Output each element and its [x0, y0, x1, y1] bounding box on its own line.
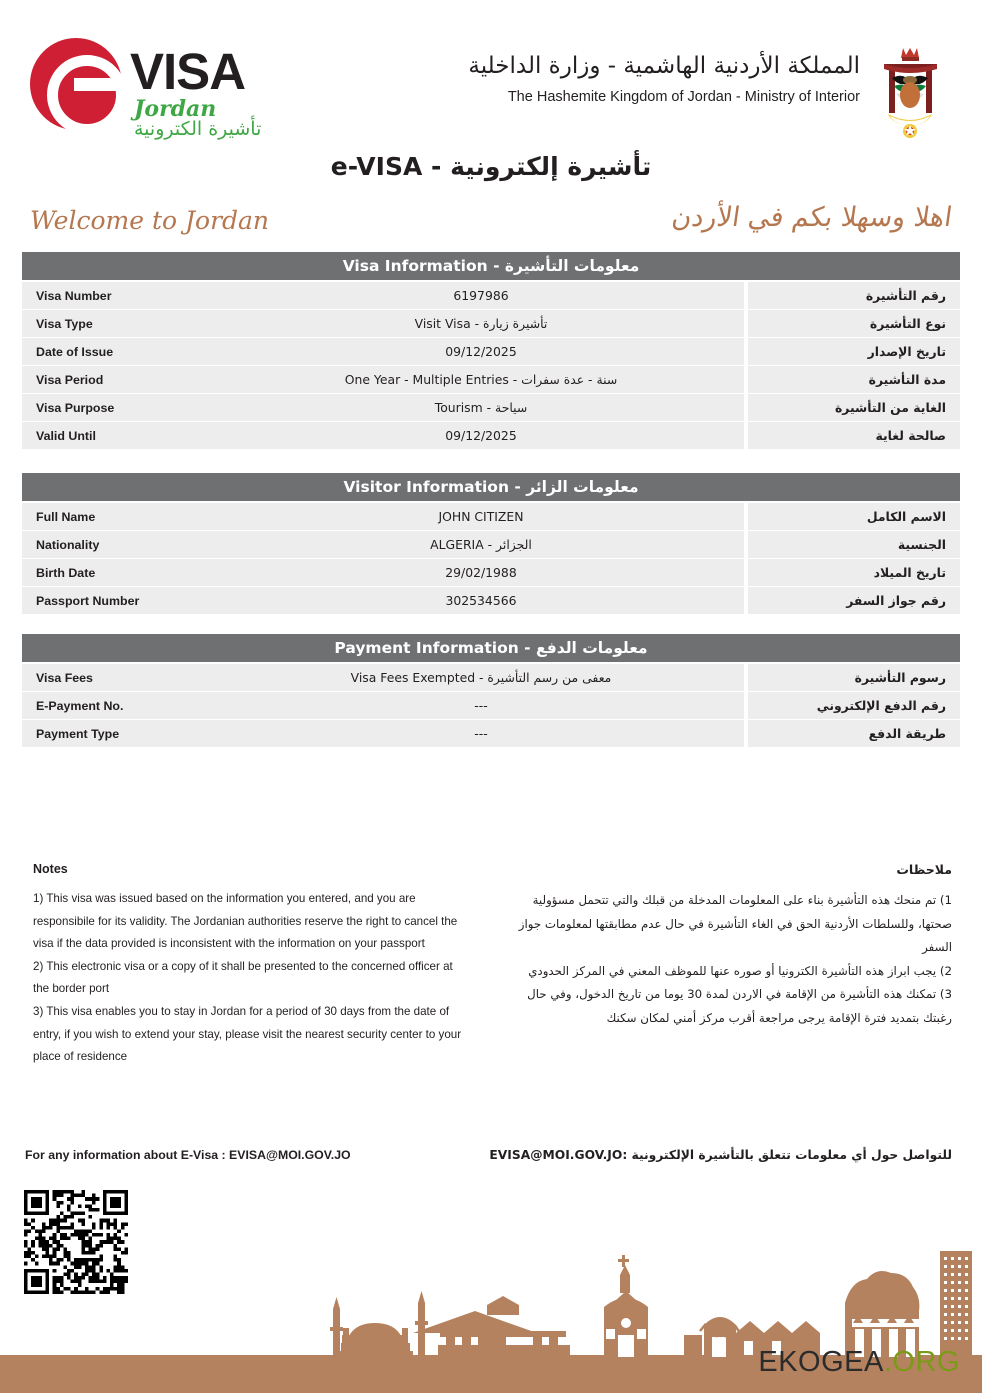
- table-row: [22, 559, 960, 586]
- visa-information-table: [22, 281, 960, 450]
- contact-arabic[interactable]: للتواصل حول أي معلومات تتعلق بالتأشيرة الإلكترونية :EVISA@MOI.GOV.JO: [489, 1148, 952, 1162]
- note-item: 3) This visa enables you to stay in Jordan for a period of 30 days from the date of entry, if you wish to extend your stay, please visit the nearest security center to your place of residence: [33, 1004, 462, 1064]
- row-value: JOHN CITIZEN: [218, 503, 744, 530]
- note-item: 2) This electronic visa or a copy of it shall be presented to the concerned officer at the border port: [33, 959, 453, 996]
- row-label-english: Date of Issue: [22, 338, 218, 365]
- logo-jordan-text: Jordan: [134, 96, 217, 122]
- row-value: الجزائر - ALGERIA: [218, 531, 744, 558]
- document-header: [0, 0, 982, 181]
- table-row: [22, 664, 960, 691]
- row-label-arabic: رقم الدفع الإلكتروني: [748, 692, 960, 719]
- table-row: [22, 366, 960, 393]
- ministry-name-arabic: المملكة الأردنية الهاشمية - وزارة الداخلية: [468, 53, 860, 79]
- welcome-row: [0, 200, 982, 252]
- note-item: 3) تمكنك هذه التأشيرة من الإقامة في الاردن لمدة 30 يوما من تاريخ الدخول، وفي حال رغبتك بتمديد فترة الإقامة يرجى مراجعة أقرب مركز أمني لمكان سكنك: [527, 987, 952, 1025]
- table-row: [22, 503, 960, 530]
- row-value: ---: [218, 692, 744, 719]
- table-row: [22, 422, 960, 449]
- ministry-block: [420, 52, 860, 105]
- visitor-information-table: [22, 502, 960, 615]
- row-label-english: Visa Number: [22, 282, 218, 309]
- row-value: معفى من رسم التأشيرة - Visa Fees Exempted: [218, 664, 744, 691]
- row-label-arabic: مدة التأشيرة: [748, 366, 960, 393]
- contact-english[interactable]: For any information about E-Visa : EVISA@MOI.GOV.JO: [25, 1148, 351, 1162]
- row-label-arabic: رقم جواز السفر: [748, 587, 960, 614]
- logo-wordmark: VISA: [130, 43, 246, 100]
- section-title: معلومات الدفع - Payment Information: [22, 634, 960, 662]
- ministry-name-english: The Hashemite Kingdom of Jordan - Ministry of Interior: [507, 88, 860, 105]
- row-value: 6197986: [218, 282, 744, 309]
- row-label-english: Nationality: [22, 531, 218, 558]
- welcome-english: Welcome to Jordan: [30, 206, 270, 235]
- row-label-arabic: طريقة الدفع: [748, 720, 960, 747]
- row-label-arabic: صالحة لغاية: [748, 422, 960, 449]
- row-value: 09/12/2025: [218, 422, 744, 449]
- row-label-english: Valid Until: [22, 422, 218, 449]
- table-row: [22, 720, 960, 747]
- row-label-english: Visa Fees: [22, 664, 218, 691]
- note-item: 1) تم منحك هذه التأشيرة بناء على المعلومات المدخلة من قبلك والتي تتحمل مسؤولية صحتها، وللسلطات الأردنية الحق في الغاء التأشيرة في حال عدم مطابقتها لمعلومات جواز السفر: [518, 893, 952, 955]
- row-label-english: Payment Type: [22, 720, 218, 747]
- table-row: [22, 394, 960, 421]
- jordan-landmarks-skyline: [0, 1203, 982, 1393]
- row-label-english: E-Payment No.: [22, 692, 218, 719]
- row-label-english: Visa Period: [22, 366, 218, 393]
- section-title: معلومات الزائر - Visitor Information: [22, 473, 960, 501]
- contact-row: [0, 1148, 982, 1178]
- watermark-tld: .ORG: [883, 1346, 960, 1378]
- row-label-english: Full Name: [22, 503, 218, 530]
- section-visa-information: [22, 252, 960, 450]
- welcome-arabic: اهلا وسهلا بكم في الأردن: [669, 202, 955, 233]
- table-row: [22, 338, 960, 365]
- row-label-english: Visa Type: [22, 310, 218, 337]
- notes-title-arabic: ملاحظات: [896, 862, 952, 877]
- row-value: 29/02/1988: [218, 559, 744, 586]
- row-value: تأشيرة زيارة - Visit Visa: [218, 310, 744, 337]
- row-label-arabic: نوع التأشيرة: [748, 310, 960, 337]
- row-label-english: Visa Purpose: [22, 394, 218, 421]
- table-row: [22, 692, 960, 719]
- row-label-english: Birth Date: [22, 559, 218, 586]
- notes-block: [0, 862, 982, 1062]
- section-title: معلومات التأشيرة - Visa Information: [22, 252, 960, 280]
- watermark-name: EKOGEA: [758, 1346, 884, 1378]
- row-label-arabic: تاريخ الميلاد: [748, 559, 960, 586]
- row-label-arabic: رقم التأشيرة: [748, 282, 960, 309]
- table-row: [22, 310, 960, 337]
- row-label-english: Passport Number: [22, 587, 218, 614]
- table-row: [22, 531, 960, 558]
- evisa-logo: [30, 32, 280, 140]
- note-item: 1) This visa was issued based on the information you entered, and you are responsibile for its validity. The Jordanian authorities reserve the right to cancel the visa if the data provided is inconsistent with the information on your passport: [33, 892, 458, 951]
- notes-title-english: Notes: [33, 862, 68, 876]
- row-value: 09/12/2025: [218, 338, 744, 365]
- logo-arabic-text: تأشيرة الكترونية: [134, 118, 262, 140]
- row-label-arabic: الجنسية: [748, 531, 960, 558]
- payment-information-table: [22, 663, 960, 748]
- row-label-arabic: رسوم التأشيرة: [748, 664, 960, 691]
- row-value: سنة - عدة سفرات - One Year - Multiple Entries: [218, 366, 744, 393]
- page-title: تأشيرة إلكترونية - e-VISA: [330, 152, 652, 181]
- section-payment-information: [22, 634, 960, 748]
- notes-arabic: [512, 862, 952, 1031]
- row-label-arabic: تاريخ الإصدار: [748, 338, 960, 365]
- site-watermark: [758, 1346, 960, 1379]
- row-label-arabic: الاسم الكامل: [748, 503, 960, 530]
- row-label-arabic: الغاية من التأشيرة: [748, 394, 960, 421]
- table-row: [22, 282, 960, 309]
- notes-english: [33, 862, 463, 1069]
- row-value: ---: [218, 720, 744, 747]
- table-row: [22, 587, 960, 614]
- e-visa-circle-logo: [30, 38, 122, 130]
- jordan-coat-of-arms-icon: [870, 38, 950, 142]
- section-visitor-information: [22, 473, 960, 615]
- note-item: 2) يجب ابراز هذه التأشيرة الكترونيا أو صوره عنها للموظف المعني في المركز الحدودي: [528, 963, 952, 978]
- row-value: سياحة - Tourism: [218, 394, 744, 421]
- row-value: 302534566: [218, 587, 744, 614]
